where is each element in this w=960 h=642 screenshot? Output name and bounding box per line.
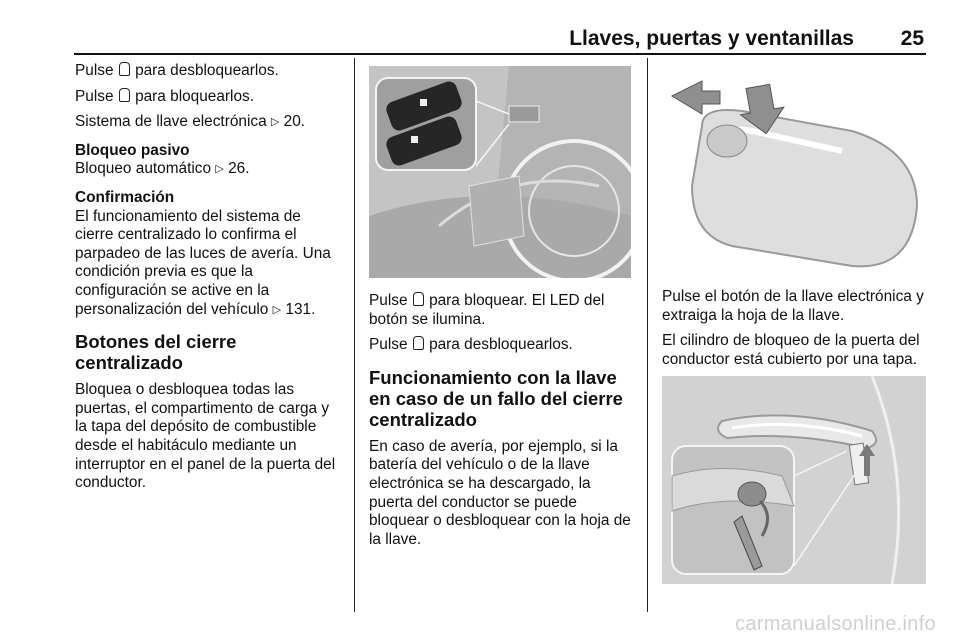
page-reference[interactable]: 131. [285, 300, 316, 318]
paragraph: El funcionamiento del sistema de cierre centralizado lo confirma el parpadeo de las luces de avería. Una condición previa es que la configuración se active en la personalización del vehículo ▷ 131. [75, 207, 331, 318]
paragraph: Sistema de llave electrónica ▷ 20. [75, 113, 306, 131]
section-heading-buttons: Botones del cierre centralizado [75, 331, 237, 374]
paragraph: Pulse para bloquear. El LED del botón se ilumina. [369, 292, 605, 328]
paragraph: Bloquea o desbloquea todas las puertas, el compartimento de carga y la tapa del depósito de combustible desde el habitáculo mediante un interruptor en el panel de la puerta del conductor. [75, 381, 336, 492]
unlock-icon [413, 336, 424, 350]
paragraph: Pulse para bloquearlos. [75, 87, 254, 105]
section-heading-key-fallback: Funcionamiento con la llave en caso de un fallo del cierre centralizado [369, 366, 623, 430]
door-handle-cylinder-illustration [662, 376, 926, 584]
page-reference[interactable]: 20. [283, 113, 306, 131]
cross-reference-icon: ▷ [270, 116, 280, 129]
paragraph: Bloqueo automático ▷ 26. [75, 160, 250, 178]
subheading-passive-lock: Bloqueo pasivo [75, 141, 190, 159]
subheading-confirmation: Confirmación [75, 188, 175, 206]
paragraph: El cilindro de bloqueo de la puerta del conductor está cubierto por una tapa. [662, 332, 920, 368]
paragraph: Pulse para desbloquearlos. [369, 336, 573, 354]
paragraph: En caso de avería, por ejemplo, si la batería del vehículo o de la llave electrónica se ha descargado, la puerta del conductor se puede bloquear o desbloquear con la hoja de la llave. [369, 437, 631, 548]
cross-reference-icon: ▷ [272, 303, 282, 316]
chapter-title: Llaves, puertas y ventanillas [569, 27, 854, 50]
electronic-key-illustration [662, 66, 926, 278]
unlock-icon [119, 62, 130, 76]
column-right [662, 288, 926, 376]
column-divider [647, 58, 648, 612]
watermark: carmanualsonline.info [735, 613, 936, 635]
page-reference[interactable]: 26. [228, 160, 250, 178]
column-middle [369, 292, 633, 556]
page-header [74, 27, 926, 53]
column-divider [354, 58, 355, 612]
header-rule [74, 53, 926, 55]
paragraph: Pulse el botón de la llave electrónica y extraiga la hoja de la llave. [662, 288, 924, 324]
cross-reference-icon: ▷ [215, 163, 224, 176]
paragraph: Pulse para desbloquearlos. [75, 62, 279, 79]
lock-icon [413, 292, 424, 306]
column-left [75, 62, 341, 500]
lock-icon [119, 88, 130, 102]
door-lock-switch-illustration [369, 66, 631, 278]
page-number: 25 [900, 27, 924, 50]
